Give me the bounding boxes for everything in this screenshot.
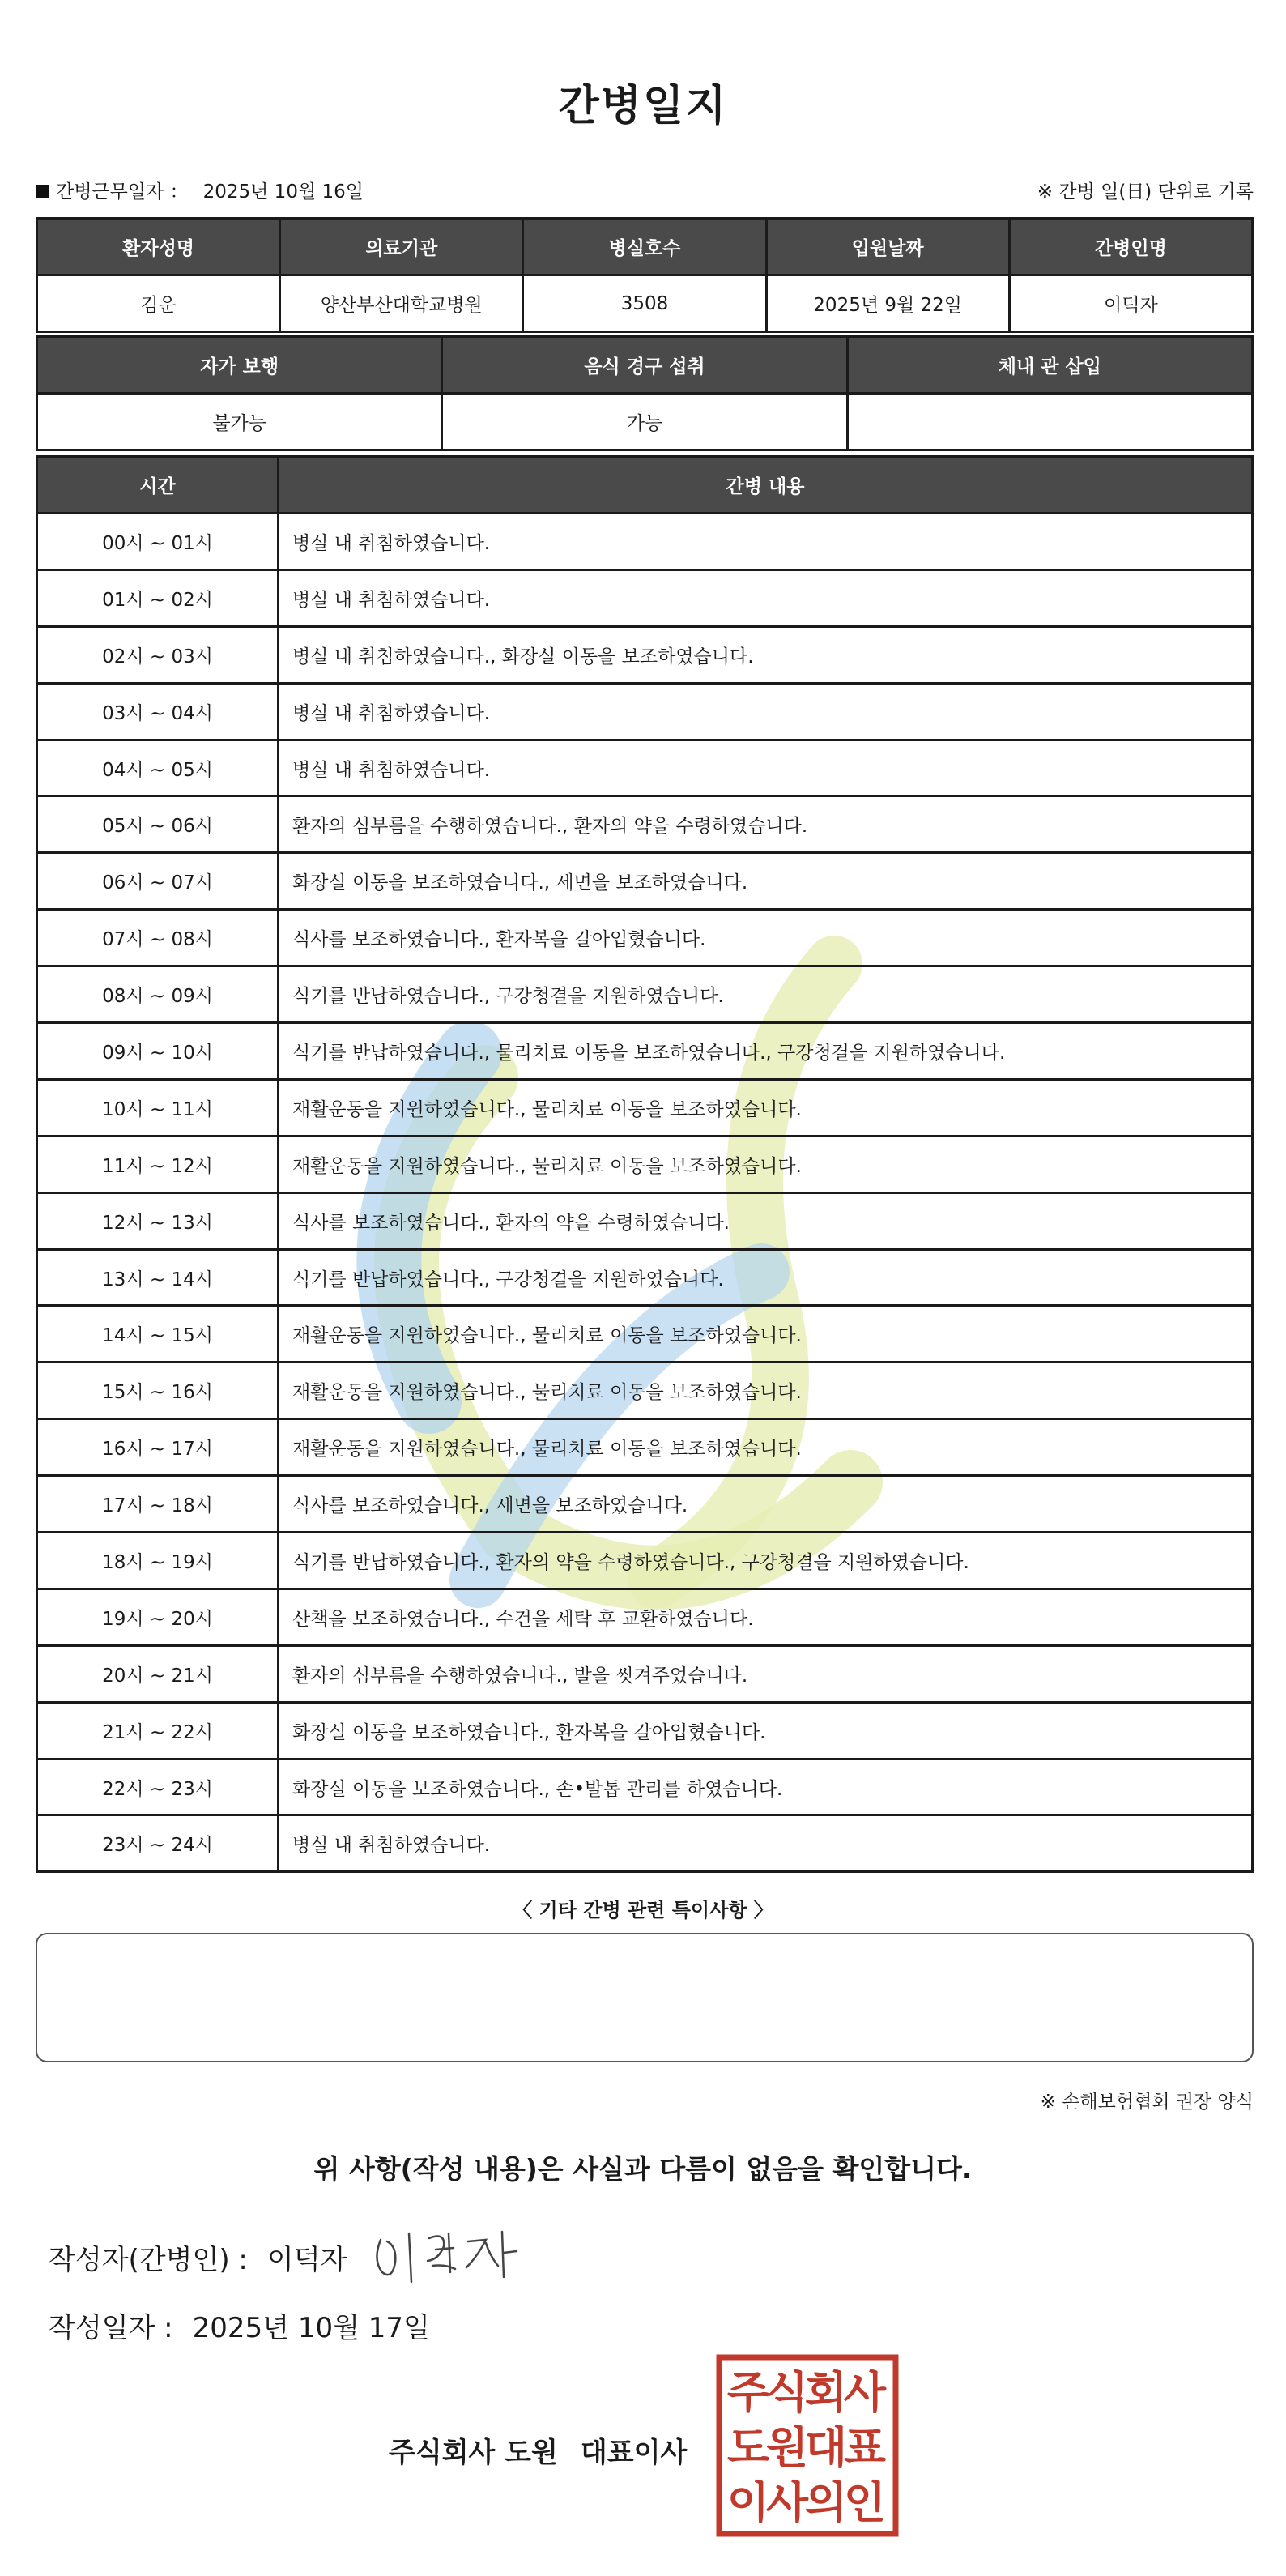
work-date (36, 177, 364, 203)
header-care-content: 간병 내용 (279, 457, 1253, 514)
svg-text:사: 사 (765, 2477, 809, 2528)
meta-row (36, 177, 1254, 206)
care-content: 화장실 이동을 보조하였습니다., 환자복을 갈아입혔습니다. (279, 1702, 1253, 1759)
table-row (37, 683, 1253, 740)
header-hospital: 의료기관 (280, 219, 523, 275)
table-row (37, 796, 1253, 853)
table-header-row (37, 219, 1253, 275)
time-slot: 05시 ~ 06시 (37, 796, 279, 853)
care-content: 재활운동을 지원하였습니다., 물리치료 이동을 보조하였습니다. (279, 1136, 1253, 1192)
table-row (37, 1759, 1253, 1815)
document-title: 간병일지 (558, 82, 728, 130)
square-bullet-icon (36, 185, 49, 198)
table-row (37, 1702, 1253, 1759)
table-row (37, 1079, 1253, 1136)
svg-text:주: 주 (726, 2367, 770, 2418)
time-slot: 11시 ~ 12시 (37, 1136, 279, 1192)
author-line (49, 2237, 347, 2277)
table-header-row (37, 337, 1253, 394)
notes-title: 〈 기타 간병 관련 특이사항 〉 (513, 1899, 773, 1921)
care-content: 환자의 심부름을 수행하였습니다., 환자의 약을 수령하였습니다. (279, 796, 1253, 853)
svg-text:도: 도 (726, 2422, 770, 2473)
header-admission-date: 입원날짜 (766, 219, 1009, 275)
time-slot: 15시 ~ 16시 (37, 1363, 279, 1419)
table-row (37, 1136, 1253, 1192)
care-content: 화장실 이동을 보조하였습니다., 손•발톱 관리를 하였습니다. (279, 1759, 1253, 1815)
svg-text:의: 의 (804, 2477, 848, 2528)
table-header-row (37, 457, 1253, 514)
confirmation-statement: 위 사항(작성 내용)은 사실과 다름이 없음을 확인합니다. (313, 2153, 973, 2185)
company-name: 주식회사 도원 (389, 2437, 558, 2469)
header-self-walking: 자가 보행 (37, 337, 442, 394)
svg-text:표: 표 (843, 2422, 887, 2473)
time-slot: 20시 ~ 21시 (37, 1645, 279, 1702)
svg-text:대: 대 (804, 2422, 848, 2473)
table-row (37, 1192, 1253, 1249)
care-content: 병실 내 취침하였습니다. (279, 683, 1253, 740)
table-row (37, 569, 1253, 626)
company-role: 대표이사 (580, 2437, 688, 2469)
time-slot: 07시 ~ 08시 (37, 910, 279, 966)
time-slot: 19시 ~ 20시 (37, 1589, 279, 1645)
time-slot: 03시 ~ 04시 (37, 683, 279, 740)
header-patient-name: 환자성명 (37, 219, 280, 275)
care-log-table (36, 455, 1254, 1873)
time-slot: 02시 ~ 03시 (37, 626, 279, 683)
caregiver-name: 이덕자 (1009, 275, 1252, 332)
care-content: 화장실 이동을 보조하였습니다., 세면을 보조하였습니다. (279, 853, 1253, 910)
time-slot: 16시 ~ 17시 (37, 1419, 279, 1476)
care-content: 식기를 반납하였습니다., 물리치료 이동을 보조하였습니다., 구강청결을 지원하였습니다. (279, 1023, 1253, 1080)
admission-date: 2025년 9월 22일 (766, 275, 1009, 332)
written-date-value: 2025년 10월 17일 (192, 2312, 430, 2344)
room-number: 3508 (523, 275, 766, 332)
oral-intake-value: 가능 (442, 394, 847, 450)
time-slot: 17시 ~ 18시 (37, 1476, 279, 1533)
time-slot: 14시 ~ 15시 (37, 1306, 279, 1363)
work-date-value: 2025년 10월 16일 (202, 181, 364, 203)
header-caregiver: 간병인명 (1009, 219, 1252, 275)
care-content: 산책을 보조하였습니다., 수건을 세탁 후 교환하였습니다. (279, 1589, 1253, 1645)
time-slot: 12시 ~ 13시 (37, 1192, 279, 1249)
table-row (37, 853, 1253, 910)
table-row (37, 966, 1253, 1023)
care-content: 식기를 반납하였습니다., 구강청결을 지원하였습니다. (279, 1249, 1253, 1306)
written-date-label: 작성일자 : (49, 2312, 173, 2344)
care-content: 병실 내 취침하였습니다. (279, 514, 1253, 570)
time-slot: 22시 ~ 23시 (37, 1759, 279, 1815)
table-row (37, 1589, 1253, 1645)
table-row (37, 1533, 1253, 1589)
table-row (37, 1023, 1253, 1080)
care-content: 식사를 보조하였습니다., 환자복을 갈아입혔습니다. (279, 910, 1253, 966)
svg-text:원: 원 (765, 2422, 809, 2473)
table-row (37, 1476, 1253, 1533)
header-room: 병실호수 (523, 219, 766, 275)
table-row (37, 1815, 1253, 1872)
table-row (37, 1419, 1253, 1476)
patient-name: 김운 (37, 275, 280, 332)
svg-text:이: 이 (726, 2477, 770, 2528)
care-content: 식기를 반납하였습니다., 환자의 약을 수령하였습니다., 구강청결을 지원하였습니다. (279, 1533, 1253, 1589)
form-footnote: ※ 손해보험협회 권장 양식 (1040, 2092, 1254, 2113)
time-slot: 08시 ~ 09시 (37, 966, 279, 1023)
care-content: 재활운동을 지원하였습니다., 물리치료 이동을 보조하였습니다. (279, 1363, 1253, 1419)
table-row (37, 740, 1253, 796)
tube-insertion-value (847, 394, 1252, 450)
svg-text:인: 인 (843, 2477, 887, 2528)
care-content: 식사를 보조하였습니다., 세면을 보조하였습니다. (279, 1476, 1253, 1533)
header-oral-intake: 음식 경구 섭취 (442, 337, 847, 394)
table-row (37, 1363, 1253, 1419)
author-label: 작성자(간병인) : (49, 2244, 248, 2276)
table-row (37, 1306, 1253, 1363)
time-slot: 23시 ~ 24시 (37, 1815, 279, 1872)
time-slot: 10시 ~ 11시 (37, 1079, 279, 1136)
table-row (37, 275, 1253, 332)
table-row (37, 626, 1253, 683)
written-date-line (49, 2305, 430, 2345)
time-slot: 06시 ~ 07시 (37, 853, 279, 910)
handwritten-signature (364, 2224, 526, 2288)
time-slot: 01시 ~ 02시 (37, 569, 279, 626)
care-content: 재활운동을 지원하였습니다., 물리치료 이동을 보조하였습니다. (279, 1306, 1253, 1363)
time-slot: 21시 ~ 22시 (37, 1702, 279, 1759)
header-tube-insertion: 체내 관 삽입 (847, 337, 1252, 394)
author-name: 이덕자 (266, 2244, 347, 2276)
svg-text:회: 회 (804, 2367, 848, 2418)
time-slot: 13시 ~ 14시 (37, 1249, 279, 1306)
svg-text:식: 식 (765, 2367, 809, 2418)
care-content: 병실 내 취침하였습니다. (279, 740, 1253, 796)
record-note: ※ 간병 일(日) 단위로 기록 (1037, 181, 1254, 203)
patient-info-table (36, 217, 1254, 333)
header-time: 시간 (37, 457, 279, 514)
care-content: 식기를 반납하였습니다., 구강청결을 지원하였습니다. (279, 966, 1253, 1023)
time-slot: 09시 ~ 10시 (37, 1023, 279, 1080)
svg-text:사: 사 (843, 2367, 887, 2418)
patient-status-table (36, 335, 1254, 451)
company-line (389, 2430, 687, 2470)
hospital-name: 양산부산대학교병원 (280, 275, 523, 332)
care-log-body (37, 514, 1253, 1872)
care-content: 병실 내 취침하였습니다. (279, 1815, 1253, 1872)
work-date-label: 간병근무일자 ： (56, 181, 189, 203)
notes-box (36, 1933, 1254, 2062)
time-slot: 04시 ~ 05시 (37, 740, 279, 796)
table-row (37, 910, 1253, 966)
time-slot: 00시 ~ 01시 (37, 514, 279, 570)
care-content: 병실 내 취침하였습니다. (279, 569, 1253, 626)
self-walking-value: 불가능 (37, 394, 442, 450)
care-content: 식사를 보조하였습니다., 환자의 약을 수령하였습니다. (279, 1192, 1253, 1249)
care-content: 환자의 심부름을 수행하였습니다., 발을 씻겨주었습니다. (279, 1645, 1253, 1702)
time-slot: 18시 ~ 19시 (37, 1533, 279, 1589)
table-row (37, 1645, 1253, 1702)
table-row (37, 394, 1253, 450)
company-seal (716, 2354, 899, 2537)
care-content: 재활운동을 지원하였습니다., 물리치료 이동을 보조하였습니다. (279, 1079, 1253, 1136)
table-row (37, 514, 1253, 570)
care-content: 재활운동을 지원하였습니다., 물리치료 이동을 보조하였습니다. (279, 1419, 1253, 1476)
care-content: 병실 내 취침하였습니다., 화장실 이동을 보조하였습니다. (279, 626, 1253, 683)
table-row (37, 1249, 1253, 1306)
